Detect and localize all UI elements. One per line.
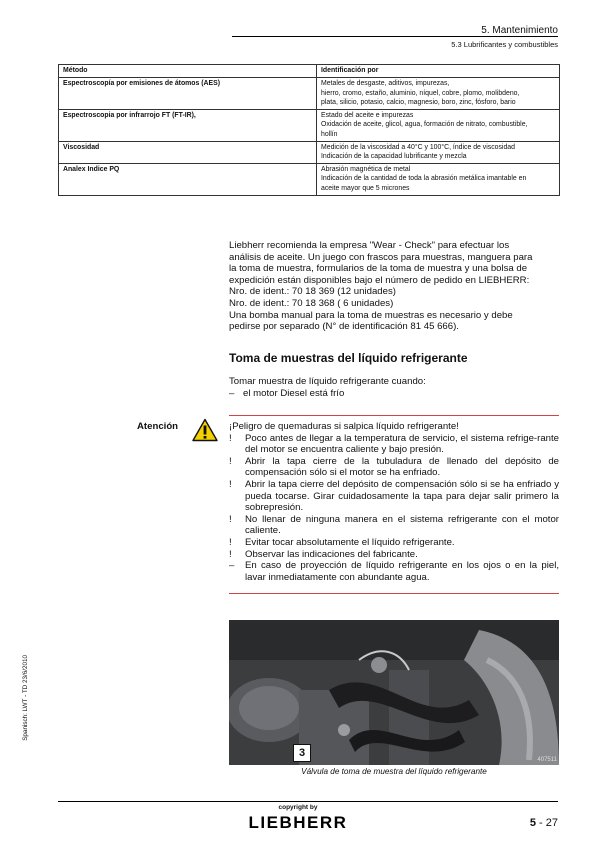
- warning-item-text: Abrir la tapa cierre del depósito de compensación sólo si se ha enfriado y pueda tocarse. Girar cuidadosamente la tapa para dejar salir primero la sobrepresión.: [245, 478, 559, 514]
- warning-bottom-rule: [229, 593, 559, 594]
- identification-line: aceite mayor que 5 micrones: [321, 184, 410, 192]
- identification-cell: [317, 163, 560, 195]
- dash-marker: –: [229, 387, 235, 399]
- warning-item: [229, 479, 559, 514]
- exclamation-marker: !: [229, 455, 232, 467]
- brand-wordmark: LIEBHERR: [248, 813, 348, 832]
- paragraph-line: expedición están disponibles bajo el número de pedido en LIEBHERR:: [229, 274, 530, 286]
- table-header-row: [59, 65, 560, 78]
- liebherr-logo: [232, 812, 364, 832]
- page-number: [530, 817, 558, 829]
- warning-item-text: No llenar de ninguna manera en el sistema refrigerante con el motor caliente.: [245, 513, 559, 537]
- identification-cell: [317, 78, 560, 110]
- identification-line: hollín: [321, 130, 338, 138]
- wear-check-paragraph: [229, 240, 559, 333]
- exclamation-marker: !: [229, 432, 232, 444]
- identification-line: Estado del aceite e impurezas: [321, 111, 414, 119]
- warning-item: [229, 514, 559, 537]
- figure-reference: 407511: [537, 757, 557, 763]
- warning-item-text: Observar las indicaciones del fabricante.: [245, 548, 418, 560]
- identification-line: Indicación de la capacidad lubrificante y mezcla: [321, 153, 467, 161]
- warning-item-text: Evitar tocar absolutamente el líquido refrigerante.: [245, 536, 455, 548]
- identification-line: hierro, cromo, estaño, aluminio, níquel, cobre, plomo, molibdeno,: [321, 89, 520, 97]
- paragraph-line: pedirse por separado (N° de identificación 81 45 666).: [229, 321, 459, 333]
- analysis-methods-table: [58, 64, 560, 196]
- identification-line: Indicación de la cantidad de toda la abrasión metálica imantable en: [321, 175, 527, 183]
- table-row: [59, 109, 560, 141]
- callout-number: 3: [293, 744, 311, 762]
- intro-lead: Tomar muestra de líquido refrigerante cuando:: [229, 376, 426, 387]
- method-cell: Viscosidad: [59, 141, 317, 163]
- identification-line: Medición de la viscosidad a 40°C y 100°C, índice de viscosidad: [321, 143, 515, 151]
- column-header-method: Método: [59, 65, 317, 78]
- copyright-label: copyright by: [278, 804, 318, 811]
- warning-item: [229, 537, 559, 549]
- section-subtitle: 5.3 Lubrificantes y combustibles: [451, 40, 558, 49]
- warning-item: [229, 433, 559, 456]
- exclamation-marker: !: [229, 536, 232, 548]
- warning-item-text: En caso de proyección de líquido refrigerante en los ojos o en la piel, lavar inmediatamente con abundante agua.: [245, 560, 559, 583]
- paragraph-line: la toma de muestra, formularios de la toma de muestra y una bolsa de: [229, 263, 528, 275]
- exclamation-marker: !: [229, 548, 232, 560]
- footer-divider: [58, 801, 558, 802]
- table-row: [59, 163, 560, 195]
- identification-cell: [317, 109, 560, 141]
- engine-photo-illustration: [229, 620, 559, 765]
- warning-triangle-icon: [192, 418, 218, 442]
- warning-item: [229, 560, 559, 583]
- paragraph-line: Nro. de ident.: 70 18 369 (12 unidades): [229, 286, 396, 298]
- method-cell: Espectroscopia por infrarrojo FT (FT-IR),: [59, 109, 317, 141]
- warning-content: [229, 421, 559, 583]
- identification-line: Metales de desgaste, aditivos, impurezas,: [321, 80, 450, 87]
- warning-item: [229, 456, 559, 479]
- identification-line: plata, silicio, potasio, calcio, magnesio, boro, zinc, fósforo, bario: [321, 99, 516, 107]
- page-index: 27: [545, 817, 558, 829]
- paragraph-line: Nro. de ident.: 70 18 368 ( 6 unidades): [229, 297, 394, 309]
- warning-title: ¡Peligro de quemaduras si salpica líquido refrigerante!: [229, 421, 459, 432]
- chapter-title: 5. Mantenimiento: [481, 25, 558, 36]
- warning-item-text: Abrir la tapa cierre de la tubuladura de llenado del depósito de compensación sólo si el motor se ha enfriado.: [245, 455, 559, 479]
- page-separator: -: [535, 817, 546, 829]
- warning-label: Atención: [137, 421, 179, 432]
- header-divider: [232, 36, 558, 37]
- exclamation-marker: !: [229, 478, 232, 490]
- method-cell: Espectroscopía por emisiones de átomos (AES): [59, 78, 317, 110]
- identification-line: Oxidación de aceite, glicol, agua, formación de nitrato, combustible,: [321, 121, 528, 129]
- document-revision-note: Spanisch: LWT - TD 23/6/2010: [22, 655, 29, 741]
- paragraph-line: análisis de aceite. Un juego con frascos para muestras, manguera para: [229, 251, 533, 263]
- warning-item: [229, 549, 559, 561]
- paragraph-line: Liebherr recomienda la empresa "Wear - Check" para efectuar los: [229, 240, 510, 251]
- intro-list-item: [229, 388, 559, 400]
- table-row: [59, 78, 560, 110]
- identification-cell: [317, 141, 560, 163]
- table-row: [59, 141, 560, 163]
- exclamation-marker: !: [229, 513, 232, 525]
- warning-top-rule: [229, 415, 559, 416]
- chapter-number: 5: [529, 817, 536, 829]
- intro-item-text: el motor Diesel está frío: [243, 387, 345, 399]
- sampling-intro: [229, 376, 559, 399]
- dash-marker: –: [229, 560, 235, 572]
- paragraph-line: Una bomba manual para la toma de muestras es necesario y debe: [229, 309, 513, 321]
- coolant-valve-photo: [229, 620, 559, 765]
- warning-item-text: Poco antes de llegar a la temperatura de servicio, el sistema refrige-rante del motor se encuentra caliente y bajo presión.: [245, 432, 559, 456]
- method-cell: Analex Indice PQ: [59, 163, 317, 195]
- identification-line: Abrasión magnética de metal: [321, 165, 411, 173]
- section-heading: Toma de muestras del líquido refrigerante: [229, 351, 468, 365]
- figure-caption: Válvula de toma de muestra del líquido refrigerante: [301, 767, 487, 776]
- column-header-identification: Identificación por: [317, 65, 560, 78]
